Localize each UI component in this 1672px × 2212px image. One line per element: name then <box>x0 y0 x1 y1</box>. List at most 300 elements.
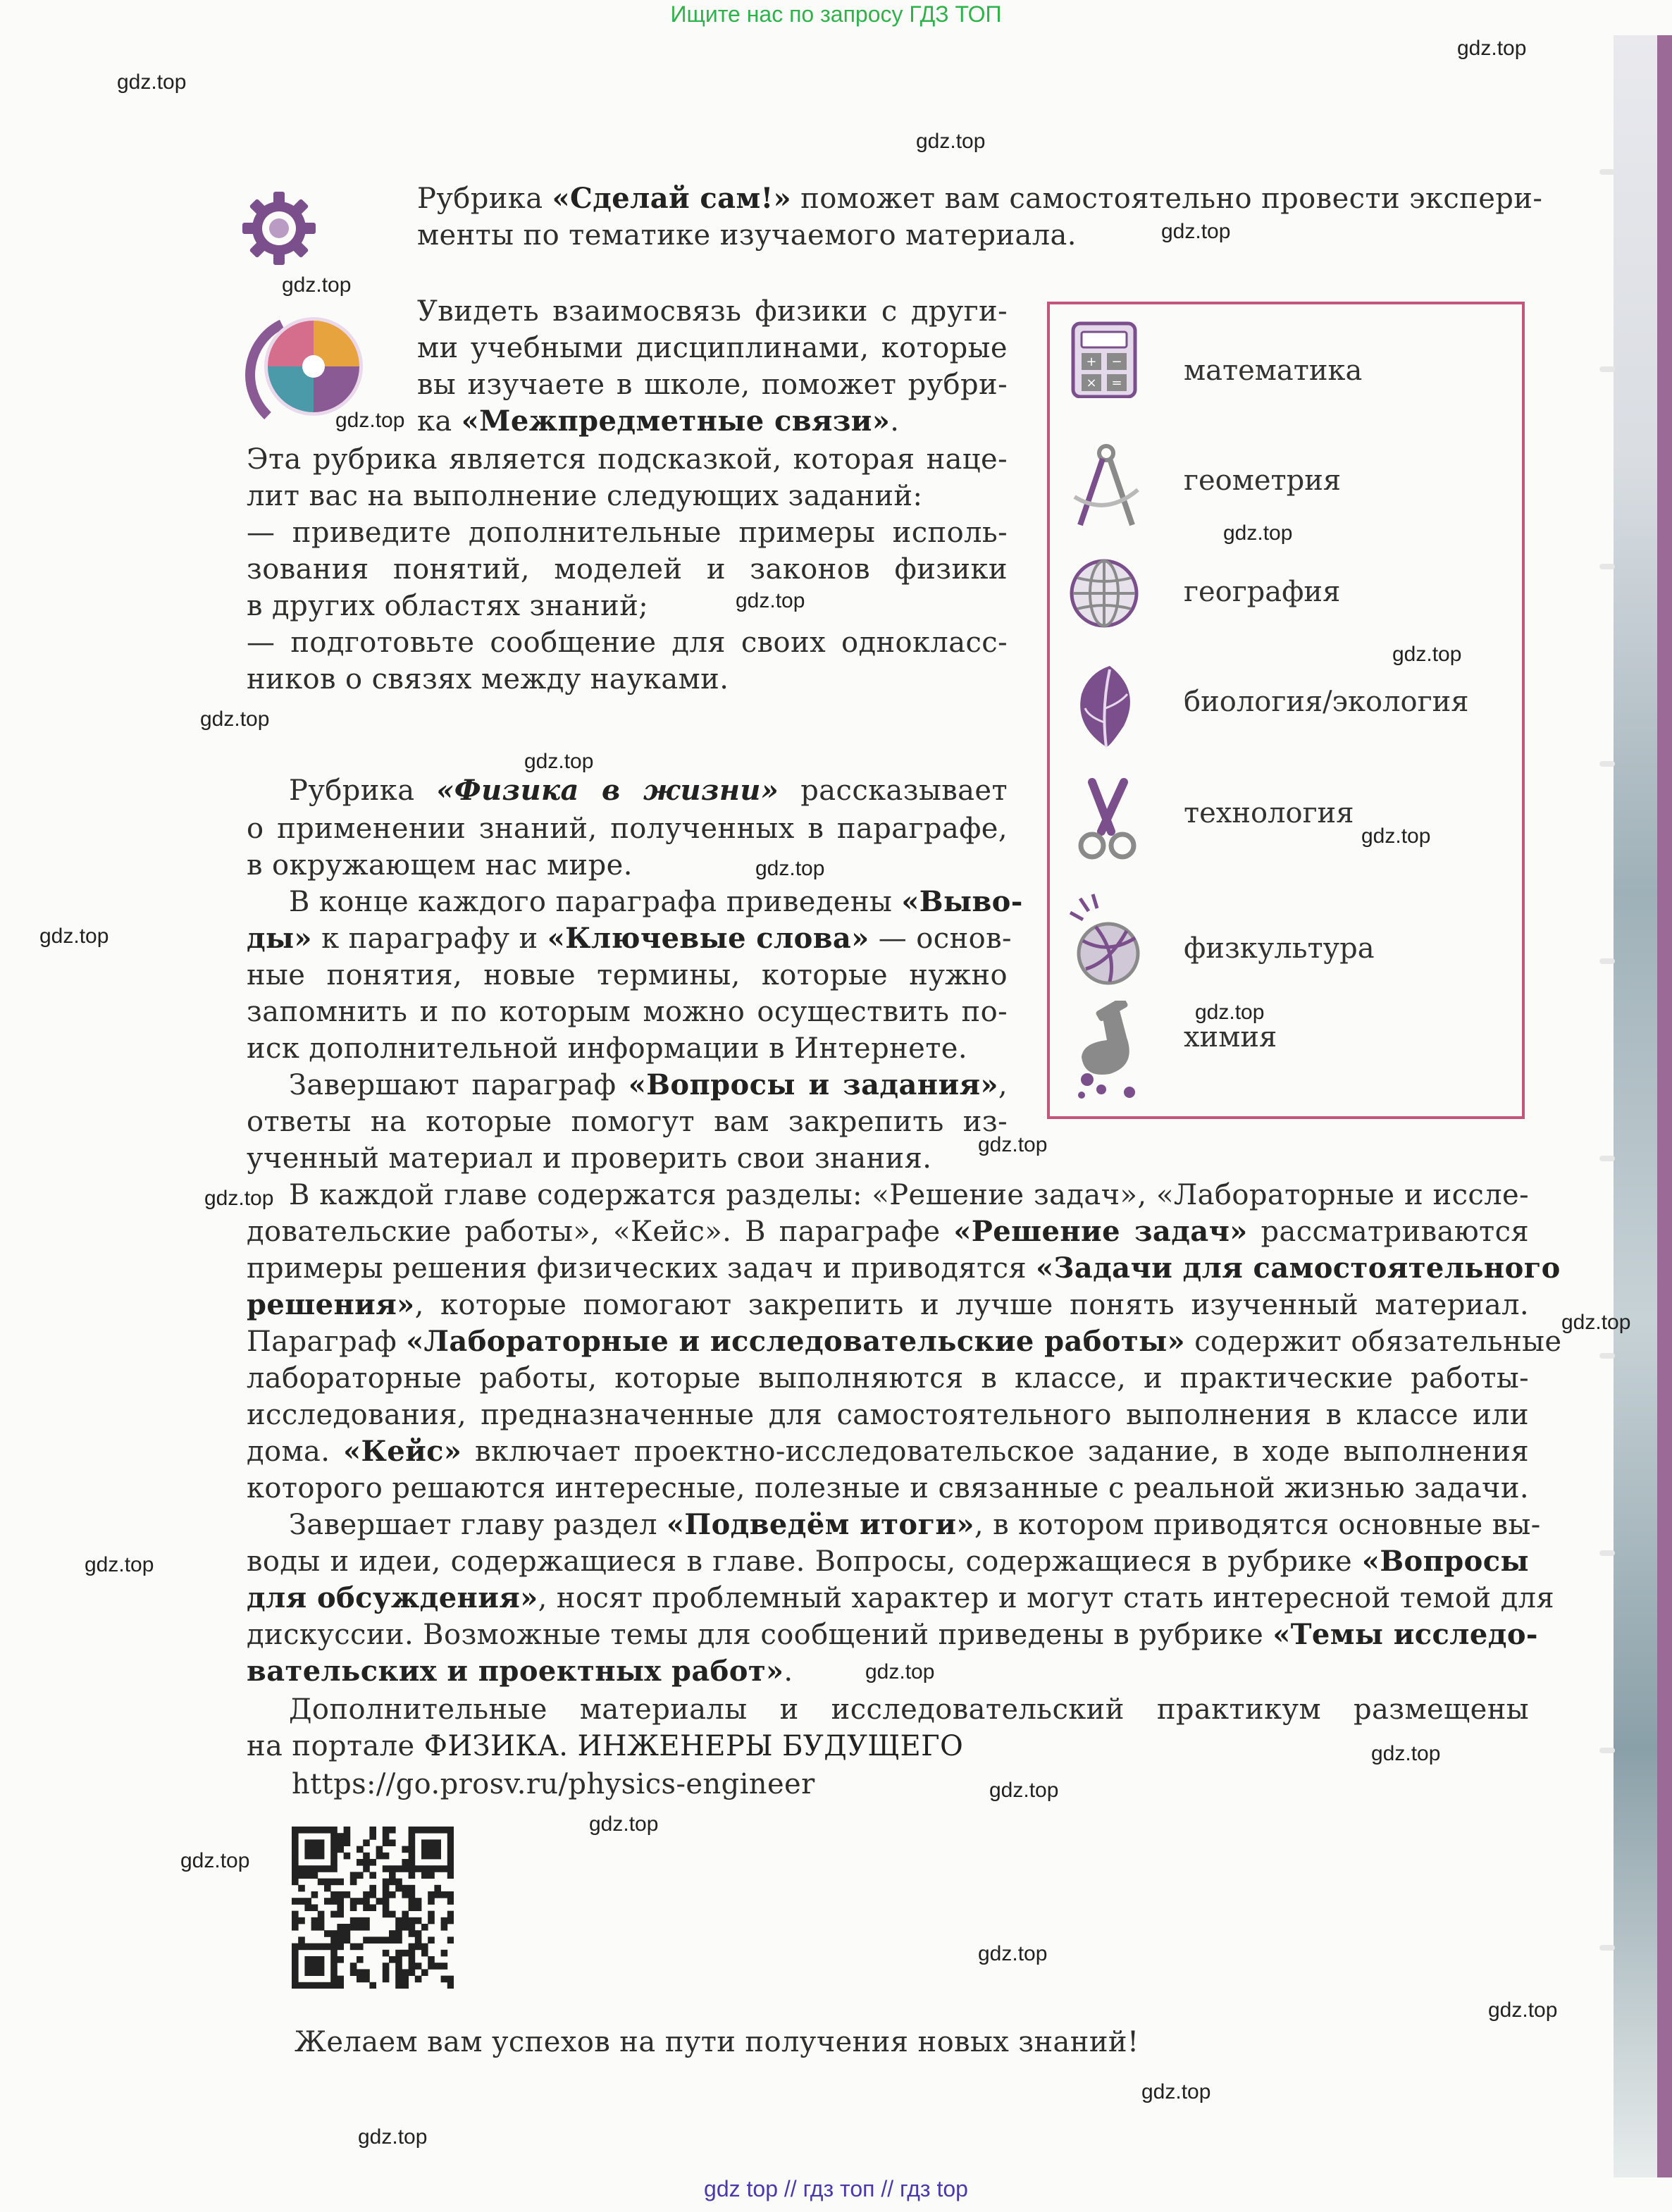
qr-module <box>292 1859 299 1866</box>
qr-module <box>292 1924 299 1931</box>
qr-module <box>311 1944 318 1951</box>
qr-module <box>402 1885 409 1892</box>
qr-module <box>363 1924 370 1931</box>
qr-module <box>357 1976 364 1983</box>
qr-module <box>389 1936 396 1944</box>
qr-module <box>330 1891 338 1898</box>
qr-module <box>330 1859 338 1866</box>
qr-module <box>330 1930 338 1937</box>
qr-module <box>330 1911 338 1918</box>
qr-module <box>304 1982 311 1989</box>
interdisc-line-3: вы изучаете в школе, поможет рубри- <box>417 369 1008 401</box>
ball-icon <box>1067 891 1145 990</box>
watermark: gdz.top <box>1195 1001 1265 1024</box>
qr-module <box>395 1950 402 1957</box>
qr-module <box>421 1872 428 1879</box>
qr-module <box>409 1833 416 1840</box>
qr-module <box>363 1936 370 1944</box>
watermark: gdz.top <box>204 1187 274 1210</box>
qr-module <box>383 1904 390 1911</box>
footer-banner[interactable]: gdz top // гдз топ // гдз top <box>704 2176 968 2201</box>
qr-module <box>447 1898 454 1905</box>
qr-module <box>395 1976 402 1983</box>
qr-module <box>383 1891 390 1898</box>
chapters-line-2: довательские работы», «Кейс». В параграфе «Решение задач» рассматриваются <box>247 1215 1530 1248</box>
chapters-line-15: Дополнительные материалы и исследовательский практикум размещены <box>289 1693 1529 1726</box>
qr-module <box>304 1898 311 1905</box>
qr-module <box>337 1898 344 1905</box>
qr-module <box>428 1839 435 1846</box>
qr-module <box>292 1853 299 1860</box>
subject-technology-label: технология <box>1184 797 1354 829</box>
flask-icon <box>1067 1001 1145 1106</box>
qr-module <box>337 1976 344 1983</box>
svg-text:=: = <box>1111 376 1122 390</box>
qr-module <box>304 1944 311 1951</box>
life-line-2: о применении знаний, полученных в параграфе, <box>247 812 1008 845</box>
next-page-edge <box>1614 35 1672 2177</box>
qr-module <box>428 1936 435 1944</box>
life-line-5: ды» к параграфу и «Ключевые слова» — основ- <box>247 922 1012 955</box>
chapters-line-14: вательских и проектных работ». <box>247 1655 793 1688</box>
qr-module <box>330 1944 338 1951</box>
qr-module <box>441 1976 448 1983</box>
qr-module <box>324 1898 331 1905</box>
qr-module <box>369 1936 376 1944</box>
qr-module <box>376 1936 383 1944</box>
interdisc-line-4: ка «Межпредметные связи». <box>417 404 900 438</box>
watermark: gdz.top <box>200 708 270 731</box>
watermark: gdz.top <box>335 409 405 432</box>
qr-module <box>330 1950 338 1957</box>
subject-biology-label: биология/экология <box>1184 686 1469 718</box>
watermark: gdz.top <box>1488 1998 1558 2022</box>
qr-module <box>409 1872 416 1879</box>
chapters-line-11: воды и идеи, содержащиеся в главе. Вопросы, содержащиеся в рубрике «Вопросы <box>247 1545 1529 1578</box>
qr-module <box>409 1904 416 1911</box>
qr-module <box>298 1982 305 1989</box>
qr-module <box>395 1956 402 1963</box>
qr-module <box>383 1879 390 1886</box>
qr-module <box>350 1969 357 1976</box>
qr-module <box>298 1872 305 1879</box>
life-line-8: иск дополнительной информации в Интернете. <box>247 1032 967 1065</box>
qr-module <box>409 1963 416 1970</box>
qr-module <box>357 1944 364 1951</box>
qr-module <box>409 1917 416 1924</box>
qr-module <box>447 1891 454 1898</box>
qr-module <box>292 1982 299 1989</box>
qr-module <box>409 1950 416 1957</box>
gear-icon <box>240 189 318 268</box>
qr-module <box>311 1982 318 1989</box>
qr-module <box>395 1924 402 1931</box>
interdisc-line-1: Увидеть взаимосвязь физики с други- <box>417 295 1008 328</box>
closing-wish: Желаем вам успехов на пути получения новых знаний! <box>295 2026 1139 2058</box>
interdisc-line-11: ников о связях между науками. <box>247 663 729 696</box>
qr-module <box>376 1853 383 1860</box>
watermark: gdz.top <box>524 750 594 773</box>
qr-module <box>304 1904 311 1911</box>
watermark: gdz.top <box>1361 824 1431 848</box>
qr-module <box>292 1969 299 1976</box>
qr-module <box>369 1872 376 1879</box>
watermark: gdz.top <box>978 1133 1048 1156</box>
qr-module <box>298 1865 305 1872</box>
qr-module <box>318 1827 325 1834</box>
qr-module <box>441 1963 448 1970</box>
qr-module <box>298 1898 305 1905</box>
chapters-line-9: которого решаются интересные, полезные и связанные с реальной жизнью задачи. <box>247 1472 1529 1504</box>
qr-module <box>363 1904 370 1911</box>
qr-module <box>389 1865 396 1872</box>
qr-module <box>447 1853 454 1860</box>
svg-text:−: − <box>1111 354 1122 369</box>
qr-module <box>389 1891 396 1898</box>
qr-module <box>350 1963 357 1970</box>
qr-module <box>395 1885 402 1892</box>
watermark: gdz.top <box>589 1812 659 1836</box>
qr-module <box>389 1956 396 1963</box>
qr-module <box>421 1839 428 1846</box>
qr-module <box>292 1833 299 1840</box>
chapters-line-4: решения», которые помогают закрепить и лучше понять изученный материал. <box>247 1288 1529 1321</box>
watermark: gdz.top <box>1141 2080 1211 2103</box>
interdisc-line-10: — подготовьте сообщение для своих однокласс- <box>247 626 1008 659</box>
qr-code-icon[interactable] <box>292 1827 454 1989</box>
qr-module <box>311 1963 318 1970</box>
qr-module <box>357 1859 364 1866</box>
scissors-icon <box>1067 775 1145 867</box>
qr-module <box>421 1944 428 1951</box>
qr-module <box>409 1885 416 1892</box>
qr-module <box>447 1982 454 1989</box>
qr-module <box>402 1982 409 1989</box>
page-edge-stripe <box>1657 35 1672 2177</box>
qr-module <box>311 1917 318 1924</box>
qr-module <box>428 1956 435 1963</box>
binding-stitch <box>1599 1748 1615 1753</box>
qr-module <box>337 1956 344 1963</box>
qr-module <box>369 1859 376 1866</box>
qr-module <box>298 1885 305 1892</box>
qr-module <box>311 1853 318 1860</box>
qr-module <box>447 1911 454 1918</box>
watermark: gdz.top <box>117 70 187 94</box>
qr-module <box>441 1950 448 1957</box>
chapters-line-7: исследования, предназначенные для самостоятельного выполнения в классе или <box>247 1399 1529 1431</box>
qr-module <box>415 1930 422 1937</box>
qr-module <box>330 1846 338 1853</box>
qr-module <box>330 1969 338 1976</box>
qr-module <box>447 1936 454 1944</box>
watermark: gdz.top <box>916 130 986 153</box>
watermark: gdz.top <box>180 1849 250 1872</box>
search-banner[interactable]: Ищите нас по запросу ГДЗ ТОП <box>670 1 1002 27</box>
qr-module <box>318 1865 325 1872</box>
subject-chemistry-label: химия <box>1184 1021 1277 1054</box>
qr-module <box>421 1924 428 1931</box>
qr-module <box>298 1827 305 1834</box>
life-line-11: ученный материал и проверить свои знания. <box>247 1142 932 1175</box>
qr-module <box>369 1885 376 1892</box>
qr-module <box>324 1827 331 1834</box>
qr-module <box>428 1963 435 1970</box>
qr-module <box>409 1846 416 1853</box>
qr-module <box>350 1898 357 1905</box>
watermark: gdz.top <box>736 589 805 612</box>
qr-module <box>304 1865 311 1872</box>
qr-module <box>311 1956 318 1963</box>
qr-module <box>311 1846 318 1853</box>
life-line-7: запомнить и по которым можно осуществить по- <box>247 996 1008 1028</box>
qr-module <box>324 1885 331 1892</box>
life-line-3: в окружающем нас мире. <box>247 849 633 882</box>
qr-module <box>383 1827 390 1834</box>
qr-module <box>383 1853 390 1860</box>
qr-module <box>402 1911 409 1918</box>
qr-module <box>383 1839 390 1846</box>
watermark: gdz.top <box>1561 1311 1631 1334</box>
portal-link[interactable]: https://go.prosv.ru/physics-engineer <box>292 1768 815 1800</box>
qr-module <box>344 1924 351 1931</box>
qr-module <box>409 1839 416 1846</box>
qr-module <box>441 1924 448 1931</box>
qr-module <box>304 1872 311 1879</box>
qr-module <box>304 1839 311 1846</box>
qr-module <box>318 1963 325 1970</box>
qr-module <box>318 1956 325 1963</box>
interdisc-line-7: — приведите дополнительные примеры исполь- <box>247 517 1008 549</box>
qr-module <box>318 1846 325 1853</box>
qr-module <box>369 1827 376 1834</box>
qr-module <box>409 1930 416 1937</box>
qr-module <box>434 1846 441 1853</box>
qr-module <box>428 1872 435 1879</box>
qr-module <box>357 1924 364 1931</box>
watermark: gdz.top <box>1161 220 1231 243</box>
qr-module <box>337 1879 344 1886</box>
qr-module <box>428 1917 435 1924</box>
qr-module <box>318 1879 325 1886</box>
qr-module <box>363 1865 370 1872</box>
qr-module <box>363 1969 370 1976</box>
qr-module <box>409 1956 416 1963</box>
qr-module <box>357 1969 364 1976</box>
qr-module <box>409 1944 416 1951</box>
qr-module <box>318 1853 325 1860</box>
qr-module <box>447 1833 454 1840</box>
qr-module <box>389 1839 396 1846</box>
qr-module <box>363 1853 370 1860</box>
qr-module <box>337 1904 344 1911</box>
qr-module <box>330 1898 338 1905</box>
qr-module <box>421 1846 428 1853</box>
qr-module <box>395 1917 402 1924</box>
qr-module <box>324 1930 331 1937</box>
qr-module <box>337 1846 344 1853</box>
qr-module <box>318 1839 325 1846</box>
qr-module <box>395 1982 402 1989</box>
qr-module <box>292 1911 299 1918</box>
qr-module <box>298 1944 305 1951</box>
qr-module <box>318 1911 325 1918</box>
qr-module <box>434 1865 441 1872</box>
qr-module <box>402 1891 409 1898</box>
subject-geography-label: география <box>1184 576 1341 608</box>
qr-module <box>415 1976 422 1983</box>
qr-module <box>311 1924 318 1931</box>
qr-module <box>324 1982 331 1989</box>
chapters-line-5: Параграф «Лабораторные и исследовательские работы» содержит обязательные <box>247 1325 1562 1358</box>
qr-module <box>304 1827 311 1834</box>
qr-module <box>369 1833 376 1840</box>
qr-module <box>311 1891 318 1898</box>
qr-module <box>324 1879 331 1886</box>
qr-module <box>363 1891 370 1898</box>
life-line-4: В конце каждого параграфа приведены «Выво- <box>289 885 1023 918</box>
qr-module <box>441 1891 448 1898</box>
qr-module <box>402 1976 409 1983</box>
calculator-icon <box>1067 321 1145 398</box>
qr-module <box>395 1865 402 1872</box>
qr-module <box>421 1853 428 1860</box>
qr-module <box>311 1904 318 1911</box>
intro-line-1: Рубрика «Сделай сам!» поможет вам самостоятельно провести экспери- <box>417 182 1543 215</box>
qr-module <box>330 1976 338 1983</box>
qr-module <box>344 1839 351 1846</box>
qr-module <box>395 1963 402 1970</box>
qr-module <box>369 1891 376 1898</box>
qr-module <box>337 1833 344 1840</box>
qr-module <box>363 1898 370 1905</box>
qr-module <box>402 1950 409 1957</box>
qr-module <box>369 1904 376 1911</box>
life-line-9: Завершают параграф «Вопросы и задания», <box>289 1068 1008 1101</box>
life-line-10: ответы на которые помогут вам закрепить из- <box>247 1106 1008 1138</box>
qr-module <box>298 1936 305 1944</box>
qr-module <box>434 1963 441 1970</box>
qr-module <box>383 1911 390 1918</box>
qr-module <box>395 1930 402 1937</box>
qr-module <box>292 1827 299 1834</box>
qr-module <box>447 1846 454 1853</box>
qr-module <box>421 1950 428 1957</box>
binding-stitch <box>1599 1945 1615 1951</box>
qr-module <box>324 1865 331 1872</box>
qr-module <box>330 1982 338 1989</box>
qr-module <box>389 1879 396 1886</box>
qr-module <box>350 1924 357 1931</box>
qr-module <box>409 1891 416 1898</box>
qr-module <box>415 1936 422 1944</box>
qr-module <box>304 1853 311 1860</box>
qr-module <box>383 1898 390 1905</box>
qr-module <box>383 1885 390 1892</box>
qr-module <box>318 1944 325 1951</box>
watermark: gdz.top <box>1223 521 1293 545</box>
qr-module <box>415 1944 422 1951</box>
qr-module <box>318 1924 325 1931</box>
qr-module <box>376 1898 383 1905</box>
qr-module <box>447 1839 454 1846</box>
globe-icon <box>1067 557 1145 634</box>
qr-module <box>350 1872 357 1879</box>
subject-pe-label: физкультура <box>1184 932 1375 965</box>
qr-module <box>409 1853 416 1860</box>
qr-module <box>428 1853 435 1860</box>
watermark: gdz.top <box>865 1660 935 1683</box>
intro-line-2: менты по тематике изучаемого материала. <box>417 219 1077 252</box>
watermark: gdz.top <box>755 857 825 880</box>
qr-module <box>402 1846 409 1853</box>
watermark: gdz.top <box>978 1942 1048 1965</box>
qr-module <box>344 1930 351 1937</box>
qr-module <box>395 1879 402 1886</box>
qr-module <box>441 1865 448 1872</box>
watermark: gdz.top <box>39 925 109 948</box>
qr-module <box>409 1859 416 1866</box>
chapters-line-1: В каждой главе содержатся разделы: «Решение задач», «Лабораторные и иссле- <box>289 1179 1529 1211</box>
qr-module <box>311 1839 318 1846</box>
qr-module <box>402 1859 409 1866</box>
qr-module <box>330 1963 338 1970</box>
leaf-icon <box>1067 659 1145 750</box>
qr-module <box>395 1936 402 1944</box>
qr-module <box>383 1833 390 1840</box>
binding-stitch <box>1599 1353 1615 1359</box>
qr-module <box>357 1917 364 1924</box>
qr-module <box>402 1924 409 1931</box>
watermark: gdz.top <box>989 1779 1059 1802</box>
qr-module <box>292 1879 299 1886</box>
life-line-1: Рубрика «Физика в жизни» рассказывает <box>289 774 1008 807</box>
svg-text:+: + <box>1086 354 1097 369</box>
qr-module <box>292 1976 299 1983</box>
qr-module <box>292 1839 299 1846</box>
qr-module <box>428 1891 435 1898</box>
qr-module <box>402 1969 409 1976</box>
watermark: gdz.top <box>1457 37 1527 60</box>
qr-module <box>350 1944 357 1951</box>
interdisc-line-5: Эта рубрика является подсказкой, которая наце- <box>247 443 1008 476</box>
qr-module <box>337 1911 344 1918</box>
qr-module <box>337 1839 344 1846</box>
qr-module <box>415 1904 422 1911</box>
qr-module <box>434 1827 441 1834</box>
qr-module <box>409 1969 416 1976</box>
qr-module <box>357 1872 364 1879</box>
qr-module <box>376 1846 383 1853</box>
qr-module <box>369 1982 376 1989</box>
qr-module <box>389 1930 396 1937</box>
qr-module <box>330 1839 338 1846</box>
qr-module <box>383 1865 390 1872</box>
qr-module <box>389 1827 396 1834</box>
qr-module <box>428 1911 435 1918</box>
qr-module <box>447 1859 454 1866</box>
qr-module <box>447 1976 454 1983</box>
qr-module <box>292 1872 299 1879</box>
qr-module <box>383 1936 390 1944</box>
chapters-line-6: лабораторные работы, которые выполняются в классе, и практические работы- <box>247 1362 1529 1395</box>
life-line-6: ные понятия, новые термины, которые нужно <box>247 959 1008 991</box>
qr-module <box>330 1879 338 1886</box>
compass-icon <box>1067 440 1145 518</box>
qr-module <box>383 1950 390 1957</box>
qr-module <box>344 1827 351 1834</box>
qr-module <box>337 1930 344 1937</box>
